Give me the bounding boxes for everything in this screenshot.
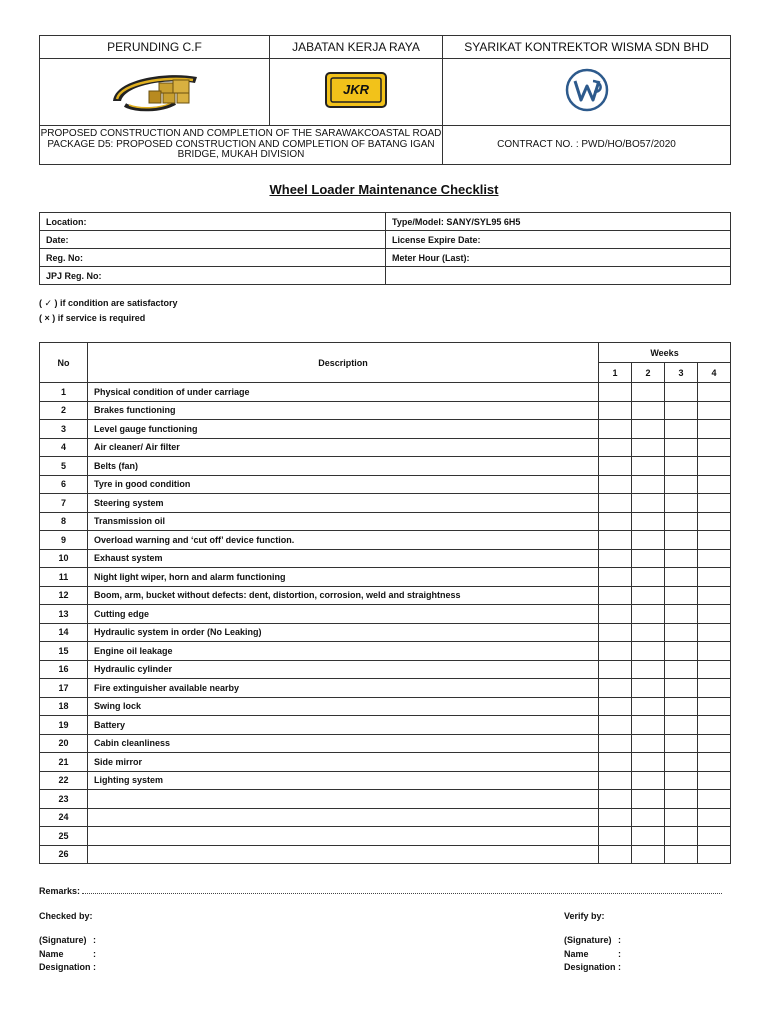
week-2-check-cell[interactable] [632,790,665,809]
week-1-check-cell[interactable] [599,716,632,735]
week-3-check-cell[interactable] [665,679,698,698]
week-4-check-cell[interactable] [698,697,731,716]
equipment-info-table [39,212,731,285]
week-4-check-cell[interactable] [698,642,731,661]
checked-name-row[interactable]: Name : [39,948,96,962]
item-number: 25 [40,827,88,846]
table-row [40,401,731,420]
table-row [40,383,731,402]
table-row [40,716,731,735]
meter-hour-field[interactable]: Meter Hour (Last): [386,249,731,267]
column-header-week-1: 1 [599,363,632,383]
week-4-check-cell[interactable] [698,753,731,772]
week-1-check-cell[interactable] [599,549,632,568]
week-4-check-cell[interactable] [698,790,731,809]
week-1-check-cell[interactable] [599,494,632,513]
table-row [40,697,731,716]
week-1-check-cell[interactable] [599,660,632,679]
table-row [40,623,731,642]
item-description: Swing lock [88,697,599,716]
item-description [88,790,599,809]
week-2-check-cell[interactable] [632,494,665,513]
week-3-check-cell[interactable] [665,753,698,772]
week-1-check-cell[interactable] [599,512,632,531]
week-1-check-cell[interactable] [599,679,632,698]
item-number: 16 [40,660,88,679]
jpj-reg-field[interactable]: JPJ Reg. No: [40,267,386,285]
checklist-table [39,342,731,864]
week-1-check-cell[interactable] [599,845,632,864]
location-field[interactable]: Location: [40,213,386,231]
legend-satisfactory: ( ✓ ) if condition are satisfactory [39,298,178,308]
week-1-check-cell[interactable] [599,827,632,846]
signature-label: (Signature) [564,935,612,945]
legend-service-required: ( × ) if service is required [39,313,146,323]
item-description [88,827,599,846]
item-description: Night light wiper, horn and alarm functioning [88,568,599,587]
week-1-check-cell[interactable] [599,420,632,439]
checklist-body [40,383,731,864]
week-3-check-cell[interactable] [665,660,698,679]
item-number: 24 [40,808,88,827]
item-description: Exhaust system [88,549,599,568]
week-1-check-cell[interactable] [599,734,632,753]
week-2-check-cell[interactable] [632,771,665,790]
week-1-check-cell[interactable] [599,697,632,716]
table-row [40,475,731,494]
item-number: 26 [40,845,88,864]
week-3-check-cell[interactable] [665,438,698,457]
table-row [40,420,731,439]
column-header-description: Description [88,343,599,383]
week-3-check-cell[interactable] [665,642,698,661]
table-row [40,457,731,476]
item-number: 15 [40,642,88,661]
item-number: 22 [40,771,88,790]
week-1-check-cell[interactable] [599,568,632,587]
jkr-logo-icon [324,70,388,110]
week-4-check-cell[interactable] [698,549,731,568]
week-2-check-cell[interactable] [632,549,665,568]
week-2-check-cell[interactable] [632,679,665,698]
remarks-dotted-line [82,886,722,894]
item-description: Hydraulic system in order (No Leaking) [88,623,599,642]
week-2-check-cell[interactable] [632,697,665,716]
week-4-check-cell[interactable] [698,808,731,827]
week-2-check-cell[interactable] [632,383,665,402]
page-title: Wheel Loader Maintenance Checklist [269,182,499,197]
week-4-check-cell[interactable] [698,679,731,698]
document-header [39,35,731,165]
week-3-check-cell[interactable] [665,605,698,624]
table-row [40,679,731,698]
table-row [40,771,731,790]
verify-signature-row[interactable]: (Signature) : [564,934,621,948]
item-description: Lighting system [88,771,599,790]
item-number: 13 [40,605,88,624]
table-row [40,512,731,531]
item-number: 20 [40,734,88,753]
week-3-check-cell[interactable] [665,697,698,716]
week-1-check-cell[interactable] [599,790,632,809]
designation-label: Designation [564,962,616,972]
week-2-check-cell[interactable] [632,420,665,439]
table-row [40,438,731,457]
item-number: 5 [40,457,88,476]
checked-by-block [39,934,96,975]
column-header-week-3: 3 [665,363,698,383]
week-4-check-cell[interactable] [698,531,731,550]
table-row [40,753,731,772]
week-1-check-cell[interactable] [599,401,632,420]
column-header-week-2: 2 [632,363,665,383]
date-field[interactable]: Date: [40,231,386,249]
column-header-no: No [40,343,88,383]
checked-designation-row[interactable]: Designation : [39,961,96,975]
week-4-check-cell[interactable] [698,845,731,864]
week-4-check-cell[interactable] [698,457,731,476]
table-row [40,827,731,846]
reg-no-field[interactable]: Reg. No: [40,249,386,267]
week-2-check-cell[interactable] [632,438,665,457]
org-jkr: JABATAN KERJA RAYA [270,36,443,59]
week-4-check-cell[interactable] [698,494,731,513]
week-1-check-cell[interactable] [599,475,632,494]
item-number: 4 [40,438,88,457]
verify-by-label: Verify by: [564,911,605,921]
week-2-check-cell[interactable] [632,401,665,420]
week-3-check-cell[interactable] [665,568,698,587]
item-description: Transmission oil [88,512,599,531]
table-row [40,808,731,827]
table-row [40,531,731,550]
verify-designation-row[interactable]: Designation : [564,961,621,975]
item-description: Cabin cleanliness [88,734,599,753]
week-1-check-cell[interactable] [599,586,632,605]
week-3-check-cell[interactable] [665,383,698,402]
week-2-check-cell[interactable] [632,753,665,772]
item-description: Physical condition of under carriage [88,383,599,402]
week-4-check-cell[interactable] [698,734,731,753]
item-number: 17 [40,679,88,698]
item-description: Cutting edge [88,605,599,624]
week-4-check-cell[interactable] [698,623,731,642]
week-2-check-cell[interactable] [632,716,665,735]
week-4-check-cell[interactable] [698,827,731,846]
week-4-check-cell[interactable] [698,438,731,457]
remarks-line[interactable] [39,885,730,899]
column-header-week-4: 4 [698,363,731,383]
week-2-check-cell[interactable] [632,660,665,679]
week-2-check-cell[interactable] [632,586,665,605]
table-row [40,494,731,513]
week-3-check-cell[interactable] [665,827,698,846]
item-number: 14 [40,623,88,642]
week-3-check-cell[interactable] [665,475,698,494]
item-description: Engine oil leakage [88,642,599,661]
empty-field[interactable] [386,267,731,285]
table-row [40,549,731,568]
week-1-check-cell[interactable] [599,438,632,457]
week-4-check-cell[interactable] [698,401,731,420]
designation-label: Designation [39,962,91,972]
table-row [40,845,731,864]
verify-by-block [564,934,621,975]
week-1-check-cell[interactable] [599,605,632,624]
week-3-check-cell[interactable] [665,586,698,605]
table-row [40,586,731,605]
jkr-logo-text: JKR [342,81,370,97]
item-description: Battery [88,716,599,735]
week-3-check-cell[interactable] [665,771,698,790]
week-2-check-cell[interactable] [632,827,665,846]
item-description: Air cleaner/ Air filter [88,438,599,457]
week-2-check-cell[interactable] [632,642,665,661]
week-4-check-cell[interactable] [698,383,731,402]
week-4-check-cell[interactable] [698,586,731,605]
week-2-check-cell[interactable] [632,734,665,753]
week-4-check-cell[interactable] [698,771,731,790]
contract-number: CONTRACT NO. : PWD/HO/BO57/2020 [443,126,731,165]
item-number: 12 [40,586,88,605]
week-2-check-cell[interactable] [632,845,665,864]
week-3-check-cell[interactable] [665,845,698,864]
item-description: Belts (fan) [88,457,599,476]
item-description: Hydraulic cylinder [88,660,599,679]
week-3-check-cell[interactable] [665,808,698,827]
org-perunding: PERUNDING C.F [40,36,270,59]
week-3-check-cell[interactable] [665,734,698,753]
item-number: 18 [40,697,88,716]
item-number: 6 [40,475,88,494]
week-3-check-cell[interactable] [665,623,698,642]
item-number: 11 [40,568,88,587]
item-number: 21 [40,753,88,772]
week-2-check-cell[interactable] [632,605,665,624]
week-1-check-cell[interactable] [599,457,632,476]
item-number: 3 [40,420,88,439]
week-1-check-cell[interactable] [599,771,632,790]
table-row [40,790,731,809]
item-description: Brakes functioning [88,401,599,420]
week-4-check-cell[interactable] [698,420,731,439]
week-3-check-cell[interactable] [665,420,698,439]
item-description: Boom, arm, bucket without defects: dent, distortion, corrosion, weld and straightness [88,586,599,605]
item-number: 2 [40,401,88,420]
week-4-check-cell[interactable] [698,568,731,587]
remarks-label: Remarks: [39,886,81,896]
type-model-field[interactable]: Type/Model: SANY/SYL95 6H5 [386,213,731,231]
week-3-check-cell[interactable] [665,790,698,809]
week-4-check-cell[interactable] [698,475,731,494]
item-description: Overload warning and ‘cut off’ device function. [88,531,599,550]
item-number: 23 [40,790,88,809]
table-row [40,568,731,587]
week-1-check-cell[interactable] [599,808,632,827]
item-description: Fire extinguisher available nearby [88,679,599,698]
week-1-check-cell[interactable] [599,531,632,550]
week-2-check-cell[interactable] [632,531,665,550]
org-wisma: SYARIKAT KONTREKTOR WISMA SDN BHD [443,36,731,59]
week-3-check-cell[interactable] [665,531,698,550]
week-3-check-cell[interactable] [665,457,698,476]
item-number: 19 [40,716,88,735]
table-row [40,660,731,679]
item-number: 9 [40,531,88,550]
item-description: Side mirror [88,753,599,772]
week-3-check-cell[interactable] [665,401,698,420]
table-row [40,642,731,661]
week-1-check-cell[interactable] [599,642,632,661]
name-label: Name [564,948,589,959]
week-4-check-cell[interactable] [698,716,731,735]
week-3-check-cell[interactable] [665,549,698,568]
week-2-check-cell[interactable] [632,512,665,531]
week-3-check-cell[interactable] [665,512,698,531]
week-2-check-cell[interactable] [632,475,665,494]
week-2-check-cell[interactable] [632,568,665,587]
signature-label: (Signature) [39,935,87,945]
item-description [88,808,599,827]
item-number: 8 [40,512,88,531]
item-number: 7 [40,494,88,513]
table-row [40,605,731,624]
legend [39,296,178,326]
license-expire-field[interactable]: License Expire Date: [386,231,731,249]
week-2-check-cell[interactable] [632,623,665,642]
item-description [88,845,599,864]
week-3-check-cell[interactable] [665,716,698,735]
item-number: 10 [40,549,88,568]
week-4-check-cell[interactable] [698,512,731,531]
project-title: PROPOSED CONSTRUCTION AND COMPLETION OF THE SARAWAKCOASTAL ROAD PACKAGE D5: PROPOSED CONSTRUCTION AND COMPLETION OF BATANG IGAN BRIDGE, MUKAH DIVISION [40,126,443,165]
week-2-check-cell[interactable] [632,457,665,476]
week-2-check-cell[interactable] [632,808,665,827]
week-3-check-cell[interactable] [665,494,698,513]
item-description: Level gauge functioning [88,420,599,439]
perunding-logo-icon [105,67,205,113]
item-description: Tyre in good condition [88,475,599,494]
checked-by-label: Checked by: [39,911,93,921]
week-1-check-cell[interactable] [599,753,632,772]
week-1-check-cell[interactable] [599,623,632,642]
item-description: Steering system [88,494,599,513]
week-4-check-cell[interactable] [698,605,731,624]
table-row [40,734,731,753]
verify-name-row[interactable]: Name : [564,948,621,962]
wisma-logo-icon [563,66,611,114]
name-label: Name [39,948,64,959]
item-number: 1 [40,383,88,402]
week-1-check-cell[interactable] [599,383,632,402]
column-header-weeks: Weeks [599,343,731,363]
checked-signature-row[interactable]: (Signature) : [39,934,96,948]
week-4-check-cell[interactable] [698,660,731,679]
